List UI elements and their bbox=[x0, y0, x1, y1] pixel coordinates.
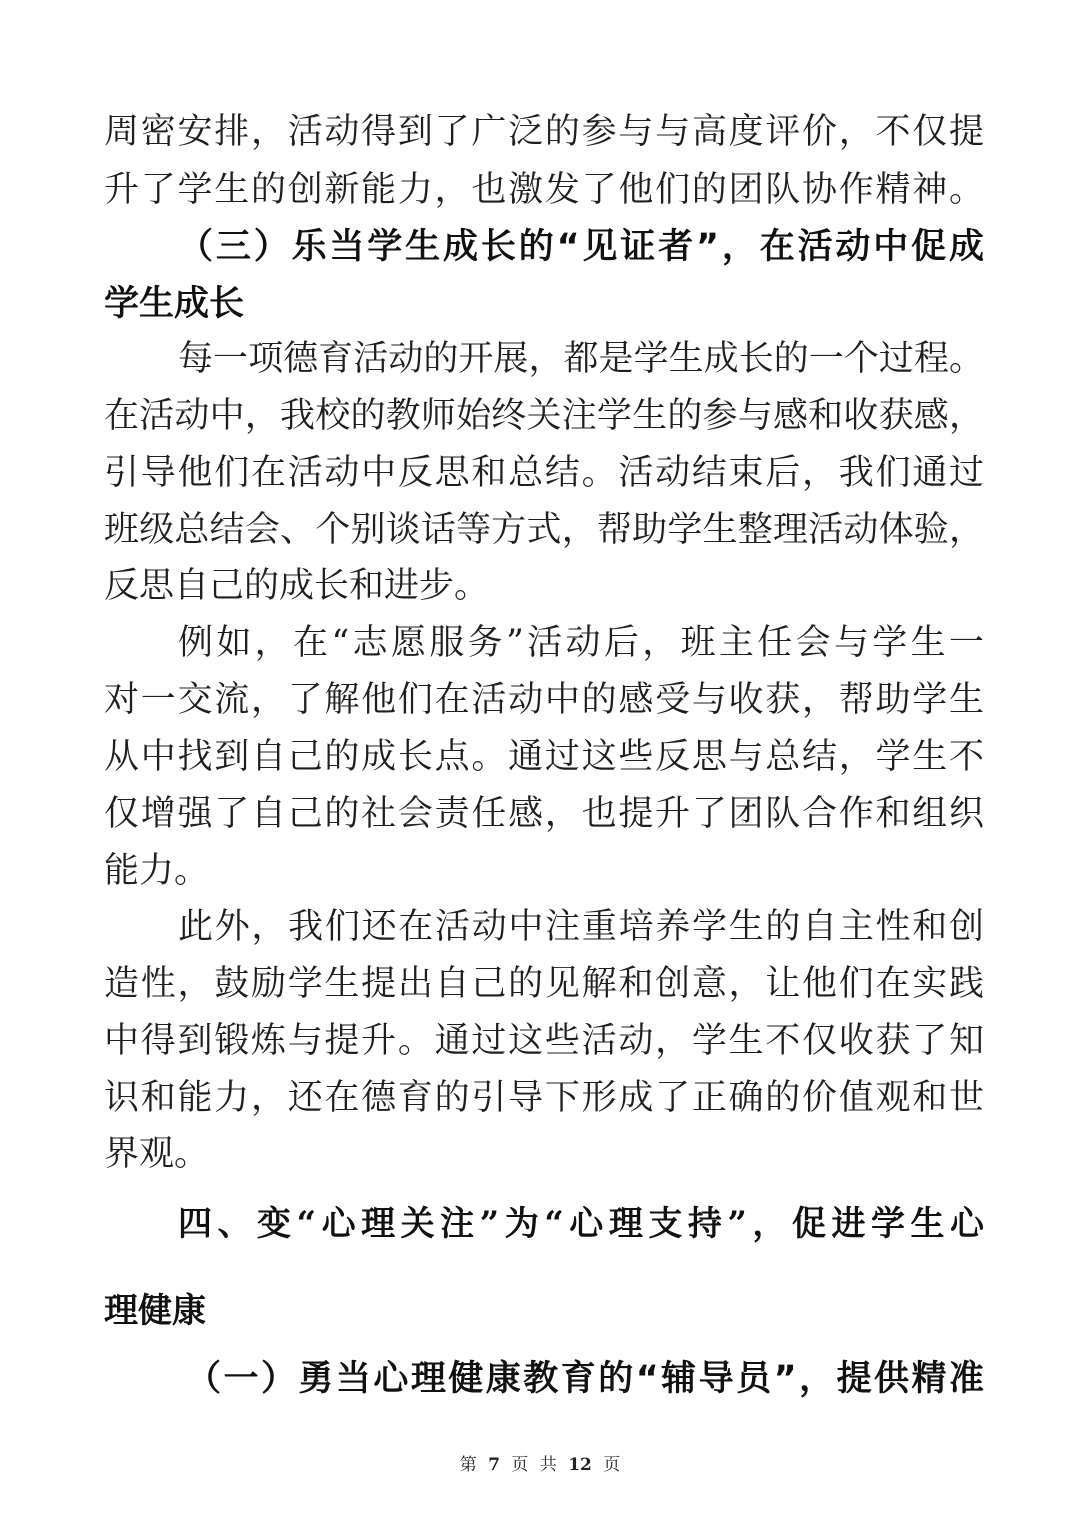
body-text-line: 能力。 bbox=[104, 851, 210, 891]
footer-prefix: 第 bbox=[459, 1455, 477, 1475]
body-text-line: 此外，我们还在活动中注重培养学生的自主性和创 bbox=[178, 907, 984, 947]
body-text-line: 仅增强了自己的社会责任感，也提升了团队合作和组织 bbox=[104, 794, 984, 834]
body-text-line: 班级总结会、个别谈话等方式，帮助学生整理活动体验， bbox=[104, 510, 984, 550]
body-text-line: 周密安排，活动得到了广泛的参与与高度评价，不仅提 bbox=[104, 112, 984, 152]
section-4-heading-line: 四、变“心理关注”为“心理支持”，促进学生心 bbox=[178, 1204, 984, 1244]
subheading-3-line: （三）乐当学生成长的“见证者”，在活动中促成 bbox=[178, 227, 984, 267]
footer-suffix: 页 bbox=[603, 1455, 621, 1475]
body-text-line: 引导他们在活动中反思和总结。活动结束后，我们通过 bbox=[104, 453, 984, 493]
body-text-line: 在活动中，我校的教师始终关注学生的参与感和收获感， bbox=[104, 396, 984, 436]
body-text-line: 界观。 bbox=[104, 1134, 210, 1174]
body-text-line: 从中找到自己的成长点。通过这些反思与总结，学生不 bbox=[104, 737, 984, 777]
footer-current-page: 7 bbox=[488, 1455, 500, 1475]
body-text-line: 每一项德育活动的开展，都是学生成长的一个过程。 bbox=[178, 339, 984, 379]
body-text-line: 反思自己的成长和进步。 bbox=[104, 566, 490, 606]
footer-middle: 页 共 bbox=[511, 1455, 557, 1475]
body-text-line: 中得到锻炼与提升。通过这些活动，学生不仅收获了知 bbox=[104, 1021, 984, 1061]
body-text-line: 造性，鼓励学生提出自己的见解和创意，让他们在实践 bbox=[104, 964, 984, 1004]
body-text-line: 例如，在“志愿服务”活动后，班主任会与学生一 bbox=[178, 623, 984, 663]
subheading-3-line: 学生成长 bbox=[104, 284, 245, 324]
page-footer bbox=[0, 1450, 1080, 1475]
footer-total-pages: 12 bbox=[568, 1455, 592, 1475]
body-text-line: 识和能力，还在德育的引导下形成了正确的价值观和世 bbox=[104, 1078, 984, 1118]
body-text-line: 对一交流，了解他们在活动中的感受与收获，帮助学生 bbox=[104, 680, 984, 720]
body-text-line: 升了学生的创新能力，也激发了他们的团队协作精神。 bbox=[104, 170, 984, 210]
subheading-4-1-line: （一）勇当心理健康教育的“辅导员”，提供精准 bbox=[186, 1359, 984, 1399]
section-4-heading-line: 理健康 bbox=[104, 1291, 206, 1331]
